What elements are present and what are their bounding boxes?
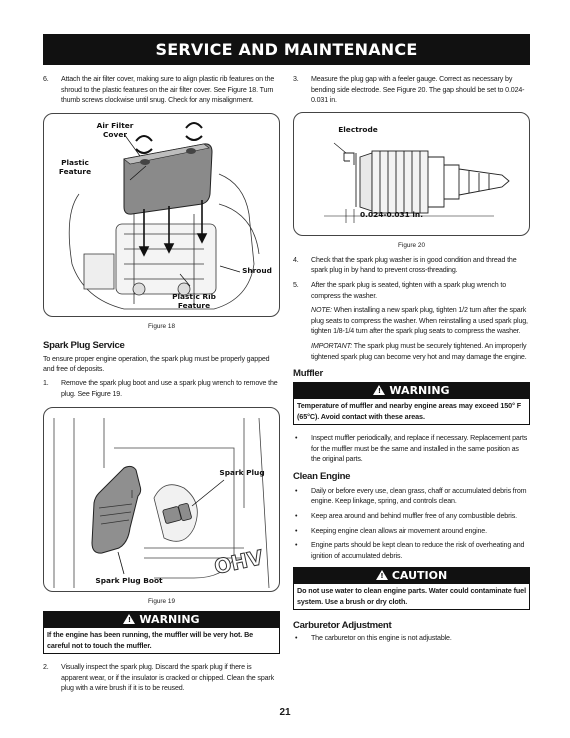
carburetor-heading: Carburetor Adjustment — [293, 620, 392, 632]
warning-triangle-icon: ! — [373, 385, 385, 395]
warning-box-muffler-temperature — [293, 382, 530, 425]
label-air-filter-cover: Air Filter Cover — [96, 120, 134, 139]
figure-19-caption: Figure 19 — [148, 598, 175, 606]
page-number: 21 — [279, 707, 291, 718]
spark-plug-service-heading: Spark Plug Service — [43, 339, 125, 351]
muffler-heading: Muffler — [293, 368, 323, 380]
important-paragraph: IMPORTANT: The spark plug must be securely tightened. An improperly tightened spark plug can become very hot and may damage the engine. — [311, 341, 527, 361]
warning-triangle-icon: ! — [123, 614, 135, 624]
figure-20-plug-gap — [293, 112, 530, 236]
step-3: 3. Measure the plug gap with a feeler gauge. Correct as necessary by bending side electrode. See Figure 20. The gap should be set to 0.024-0.031 in. — [293, 75, 525, 105]
left-column — [43, 74, 280, 694]
label-plastic-feature: Plastic Feature — [58, 157, 92, 176]
ohv-lettering: OHV — [212, 545, 266, 579]
caution-text: Do not use water to clean engine parts. Water could contaminate fuel system. Use a brush or dry cloth. — [297, 586, 526, 606]
figure-18-air-filter — [43, 113, 280, 317]
step-5: 5. After the spark plug is seated, tighten with a spark plug wrench to compress the washer. — [293, 280, 506, 300]
caution-box-water — [293, 567, 530, 610]
caution-triangle-icon: ! — [376, 570, 388, 580]
note-paragraph: NOTE: When installing a new spark plug, tighten 1/2 turn after the spark plug seats to compress the washer. When reinstalling a used spark plug, tighten 1/8-1/4 turn after the spark plug seats to compress the washer. — [311, 306, 528, 336]
section-title-banner: SERVICE AND MAINTENANCE — [43, 34, 530, 65]
figure-20-caption: Figure 20 — [398, 241, 425, 249]
warning-header: ! WARNING — [294, 383, 529, 399]
right-column — [293, 74, 530, 644]
step-4: 4. Check that the spark plug washer is in good condition and thread the spark plug in by hand to prevent cross-threading. — [293, 255, 517, 275]
label-shroud: Shroud — [242, 265, 272, 275]
list-item: • Engine parts should be kept clean to reduce the risk of overheating and ignition of accumulated debris. — [295, 541, 525, 560]
step-2: 2. Visually inspect the spark plug. Discard the spark plug if there is apparent wear, or if the insulator is cracked or chipped. Clean the spark plug with a wire brush if it is to be reused. — [43, 662, 275, 693]
warning-text: Temperature of muffler and nearby engine areas may exceed 150° F (65°C). Avoid contact with these areas. — [297, 401, 522, 421]
label-spark-plug: Spark Plug — [219, 468, 265, 478]
warning-header: ! WARNING — [44, 612, 279, 628]
list-item: • Keep area around and behind muffler free of any combustible debris. — [295, 511, 517, 520]
list-item: • Keeping engine clean allows air movement around engine. — [295, 526, 487, 535]
label-gap-measurement: 0.024-0.031 in. — [360, 209, 423, 219]
carburetor-bullet: • The carburetor on this engine is not adjustable. — [295, 634, 452, 643]
warning-text: If the engine has been running, the muffler will be very hot. Be careful not to touch the muffler. — [47, 630, 254, 650]
spark-plug-boot-illustration — [44, 408, 280, 592]
label-electrode: Electrode — [338, 124, 378, 134]
air-filter-illustration — [44, 114, 280, 317]
step-1: 1. Remove the spark plug boot and use a spark plug wrench to remove the plug. See Figure 19. — [43, 378, 278, 398]
muffler-bullet: • Inspect muffler periodically, and replace if necessary. Replacement parts for the muffler must be the same and installed in the same position as the original parts. — [295, 433, 528, 464]
clean-engine-heading: Clean Engine — [293, 470, 351, 482]
figure-19-spark-plug — [43, 407, 280, 592]
spark-plug-intro: To ensure proper engine operation, the spark plug must be properly gapped and free of deposits. — [43, 354, 270, 374]
list-item: • Daily or before every use, clean grass, chaff or accumulated debris from engine. Keep linkage, spring, and controls clean. — [295, 486, 527, 506]
label-spark-plug-boot: Spark Plug Boot — [95, 576, 163, 586]
label-plastic-rib-feature: Plastic Rib Feature — [172, 291, 216, 310]
figure-18-caption: Figure 18 — [148, 322, 175, 330]
step-6: 6. Attach the air filter cover, making sure to align plastic rib features on the shroud to the plastic features on the air filter cover. See Figure 18. Turn thumb screws clockwise until snug. Check for any misalignment. — [43, 75, 275, 105]
warning-box-hot-muffler — [43, 611, 280, 654]
caution-header: ! CAUTION — [294, 568, 529, 584]
